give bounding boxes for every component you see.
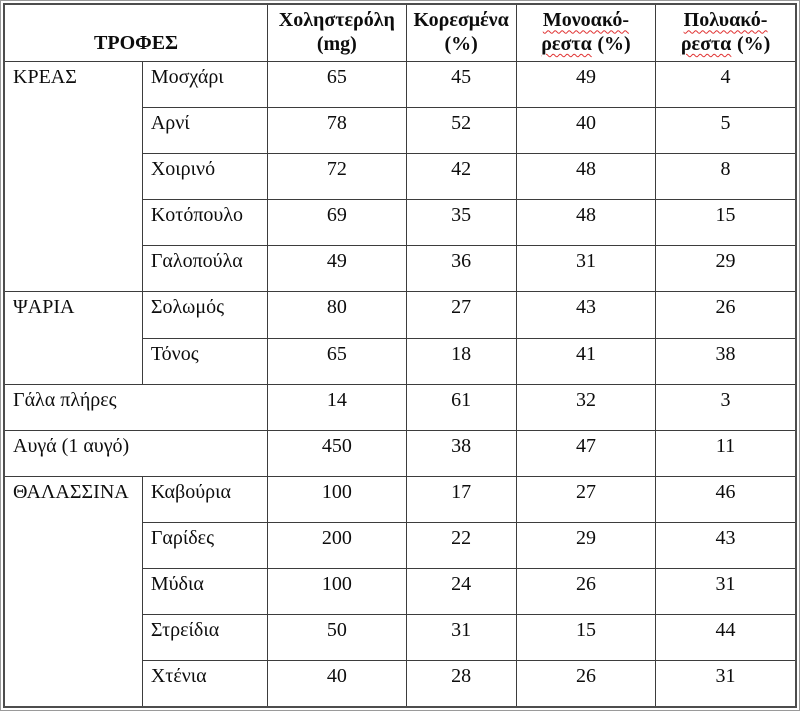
cholesterol-value-cell: 80 xyxy=(268,292,406,338)
header-polyunsaturated-line1: Πολυακό- xyxy=(683,9,768,32)
poly-value-cell: 4 xyxy=(656,61,796,107)
mono-value-cell: 32 xyxy=(516,384,655,430)
saturated-value-cell: 45 xyxy=(406,61,516,107)
food-name-cell: Μοσχάρι xyxy=(142,61,267,107)
table-row xyxy=(4,430,796,476)
mono-value-cell: 15 xyxy=(516,615,655,661)
category-cell-fish: ΨΑΡΙΑ xyxy=(4,292,142,384)
mono-value-cell: 31 xyxy=(516,246,655,292)
poly-value-cell: 43 xyxy=(656,522,796,568)
poly-value-cell: 5 xyxy=(656,107,796,153)
mono-value-cell: 48 xyxy=(516,200,655,246)
saturated-value-cell: 18 xyxy=(406,338,516,384)
saturated-value-cell: 42 xyxy=(406,154,516,200)
poly-value-cell: 38 xyxy=(656,338,796,384)
cholesterol-value-cell: 14 xyxy=(268,384,406,430)
poly-value-cell: 31 xyxy=(656,569,796,615)
header-monounsaturated-unit: (%) xyxy=(597,32,631,55)
poly-value-cell: 46 xyxy=(656,476,796,522)
header-saturated-line2: (%) xyxy=(444,32,478,55)
header-cholesterol-line1: Χοληστερόλη xyxy=(278,9,395,32)
header-saturated xyxy=(406,4,516,61)
saturated-value-cell: 52 xyxy=(406,107,516,153)
food-name-cell: Αρνί xyxy=(142,107,267,153)
food-name-cell: Μύδια xyxy=(142,569,267,615)
category-cell-seafood: ΘΑΛΑΣΣΙΝΑ xyxy=(4,476,142,707)
header-monounsaturated xyxy=(516,4,655,61)
cholesterol-value-cell: 65 xyxy=(268,338,406,384)
cholesterol-value-cell: 72 xyxy=(268,154,406,200)
header-foods: ΤΡΟΦΕΣ xyxy=(4,4,268,61)
mono-value-cell: 47 xyxy=(516,430,655,476)
mono-value-cell: 41 xyxy=(516,338,655,384)
cholesterol-value-cell: 100 xyxy=(268,569,406,615)
food-name-cell: Στρείδια xyxy=(142,615,267,661)
cholesterol-value-cell: 100 xyxy=(268,476,406,522)
mono-value-cell: 29 xyxy=(516,522,655,568)
saturated-value-cell: 24 xyxy=(406,569,516,615)
food-name-cell: Γαρίδες xyxy=(142,522,267,568)
mono-value-cell: 26 xyxy=(516,569,655,615)
saturated-value-cell: 17 xyxy=(406,476,516,522)
header-polyunsaturated-word: ρεστα xyxy=(680,32,732,55)
table-row xyxy=(4,476,796,522)
header-polyunsaturated-line2 xyxy=(658,33,793,57)
saturated-value-cell: 28 xyxy=(406,661,516,707)
poly-value-cell: 29 xyxy=(656,246,796,292)
food-name-cell: Γαλοπούλα xyxy=(142,246,267,292)
cholesterol-value-cell: 50 xyxy=(268,615,406,661)
food-name-cell-eggs: Αυγά (1 αυγό) xyxy=(4,430,268,476)
header-cholesterol-line2: (mg) xyxy=(316,32,357,55)
mono-value-cell: 49 xyxy=(516,61,655,107)
food-name-cell-milk: Γάλα πλήρες xyxy=(4,384,268,430)
food-name-cell: Χτένια xyxy=(142,661,267,707)
header-monounsaturated-line1: Μονοακό- xyxy=(542,9,630,32)
saturated-value-cell: 35 xyxy=(406,200,516,246)
header-cholesterol xyxy=(268,4,406,61)
saturated-value-cell: 38 xyxy=(406,430,516,476)
poly-value-cell: 3 xyxy=(656,384,796,430)
cholesterol-value-cell: 69 xyxy=(268,200,406,246)
mono-value-cell: 40 xyxy=(516,107,655,153)
cholesterol-value-cell: 78 xyxy=(268,107,406,153)
saturated-value-cell: 36 xyxy=(406,246,516,292)
table-row xyxy=(4,292,796,338)
mono-value-cell: 27 xyxy=(516,476,655,522)
food-name-cell: Χοιρινό xyxy=(142,154,267,200)
header-polyunsaturated-unit: (%) xyxy=(736,32,771,55)
saturated-value-cell: 27 xyxy=(406,292,516,338)
header-polyunsaturated xyxy=(656,4,796,61)
table-row xyxy=(4,384,796,430)
food-name-cell: Κοτόπουλο xyxy=(142,200,267,246)
mono-value-cell: 48 xyxy=(516,154,655,200)
cholesterol-value-cell: 65 xyxy=(268,61,406,107)
header-monounsaturated-word: ρεστα xyxy=(541,32,592,55)
mono-value-cell: 26 xyxy=(516,661,655,707)
table-row xyxy=(4,61,796,107)
nutrition-table xyxy=(3,3,797,708)
food-name-cell: Σολωμός xyxy=(142,292,267,338)
poly-value-cell: 26 xyxy=(656,292,796,338)
saturated-value-cell: 22 xyxy=(406,522,516,568)
header-monounsaturated-line2 xyxy=(519,33,653,57)
cholesterol-value-cell: 450 xyxy=(268,430,406,476)
poly-value-cell: 31 xyxy=(656,661,796,707)
table-header-row xyxy=(4,4,796,61)
header-saturated-line1: Κορεσμένα xyxy=(413,9,509,32)
poly-value-cell: 11 xyxy=(656,430,796,476)
saturated-value-cell: 61 xyxy=(406,384,516,430)
poly-value-cell: 15 xyxy=(656,200,796,246)
cholesterol-value-cell: 49 xyxy=(268,246,406,292)
food-name-cell: Καβούρια xyxy=(142,476,267,522)
cholesterol-value-cell: 200 xyxy=(268,522,406,568)
poly-value-cell: 8 xyxy=(656,154,796,200)
saturated-value-cell: 31 xyxy=(406,615,516,661)
poly-value-cell: 44 xyxy=(656,615,796,661)
cholesterol-value-cell: 40 xyxy=(268,661,406,707)
food-name-cell: Τόνος xyxy=(142,338,267,384)
category-cell-meat: ΚΡΕΑΣ xyxy=(4,61,142,292)
mono-value-cell: 43 xyxy=(516,292,655,338)
